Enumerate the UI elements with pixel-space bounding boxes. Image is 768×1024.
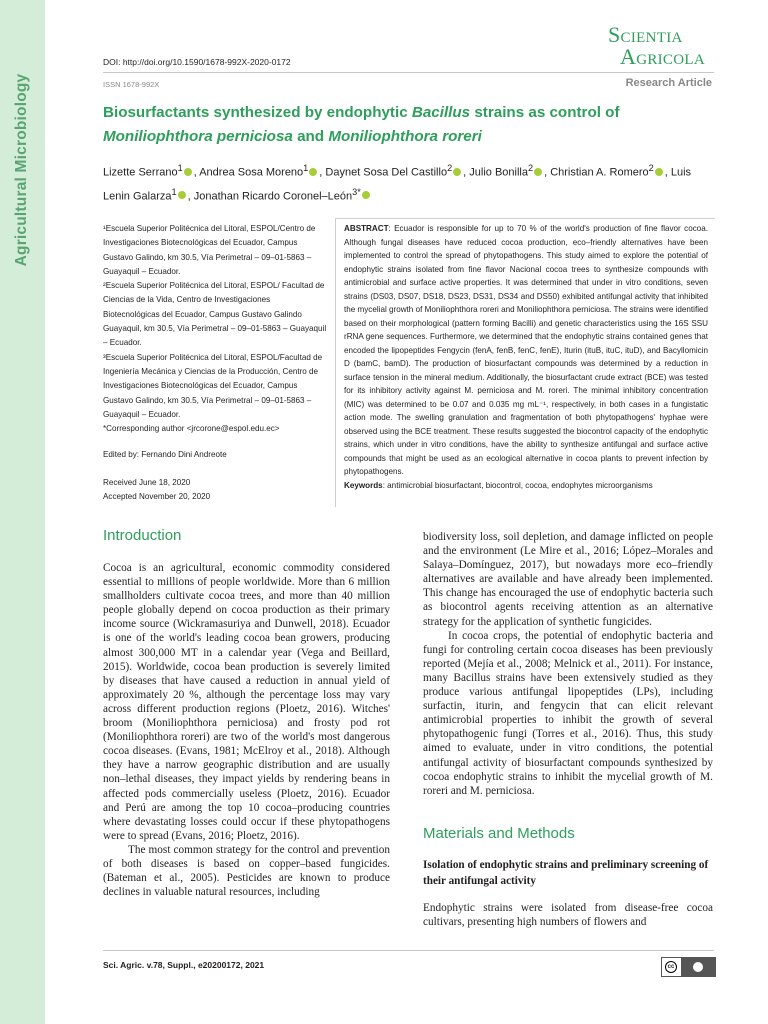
dates [103, 476, 210, 504]
article-type: Research Article [625, 77, 712, 89]
author-affiliation-mark: 1 [177, 163, 183, 173]
author-name: Jonathan Ricardo Coronel–León [193, 190, 353, 203]
abstract [344, 222, 708, 492]
affiliation: ¹Escuela Superior Politécnica del Litoral, ESPOL/Centro de Investigaciones Biotecnológicas del Ecuador, Campus Gustavo Galindo, km 30.5, Vía Perimetral – 09–01-5863 – Guayaquil – Ecuador. [103, 224, 316, 276]
edited-by: Edited by: Fernando Dini Andreote [103, 450, 227, 459]
article-title [103, 101, 713, 149]
affiliation: ²Escuela Superior Politécnica del Litoral, ESPOL/ Facultad de Ciencias de la Vida, Centro de Investigaciones Biotecnológicas del Ecuador, Campus Gustavo Galindo Guayaquil, km 30.5, Vía Perimetral – 09–01-5863 – Guayaquil – Ecuador. [103, 281, 327, 348]
title-italic: Moniliophthora perniciosa [103, 128, 293, 145]
orcid-icon[interactable] [655, 168, 663, 176]
doi-link[interactable]: DOI: http://doi.org/10.1590/1678-992X-2020-0172 [103, 57, 291, 67]
author-affiliation-mark: 1 [303, 163, 309, 173]
journal-logo [608, 24, 713, 68]
logo-line-1: Scientia [608, 22, 683, 47]
received-date: Received June 18, 2020 [103, 478, 191, 487]
abstract-text: : Ecuador is responsible for up to 70 % of the world's production of fine flavor cocoa. Although fungal diseases have reduced cocoa production, eco–friendly alternatives have been implemented to control the spread of phytopathogens. This study aimed to explore the potential of endophytic strains isolated from fine flavor Nacional cocoa trees to synthesize compounds with antimicrobial and surface active properties. It was determined that under in vitro conditions, seven strains (DS03, DS07, DS18, DS23, DS31, DS34 and DS50) exhibited antifungal activity that inhibited the mycelial growth of Moniliophthora roreri and Moniliophthora perniciosa. The strains were identified based on their morphological (pattern forming Bacilli) and genetic characteristics using the 16S SSU rRNA gene sequences. Furthermore, we determined that the endophytic strains contained genes that encoded the lipopeptides Fengycin (fenA, fenB, fenC, fenE), Iturin (ituB, ituC, ituD), and Bacyllomicin D (bamC, bamD). The production of biosurfactant compounds was determined by a reduction in surface tension in the mineral medium. Additionally, the biosurfactant crude extract (BCE) was tested for its inhibitory activity against M. perniciosa and M. roreri. The minimal inhibitory concentration (MIC) was determined to be 0.07 and 0.035 mg mL⁻¹, respectively, in both cases in a fungistatic action mode. The swelling granulation and fragmentation of both phytopathogens' hyphae were observed using the BCE treatment. These results suggested the biocontrol capacity of the endophytic strains, which under in vitro conditions, have the ability to synthesize antifungal and surface active compounds that might be used as an ecological alternative in cocoa plants to prevent infection by phytopathogens. [344, 224, 708, 476]
abstract-label: ABSTRACT [344, 224, 389, 233]
title-part: Biosurfactants synthesized by endophytic [103, 104, 412, 121]
orcid-icon[interactable] [534, 168, 542, 176]
author-name: Christian A. Romero [550, 166, 649, 179]
issn: ISSN 1678-992X [103, 80, 160, 89]
header-divider [103, 72, 714, 73]
section-label: Agricultural Microbiology [13, 73, 30, 267]
footer-divider [103, 950, 714, 951]
paragraph: Cocoa is an agricultural, economic commodity considered essential to millions of people worldwide. More than 6 million smallholders cultivate cocoa trees, and more than 40 million people globally depend on cocoa production as their primary income source (Wickramasuriya and Dunwell, 2018). Ecuador is one of the world's leading cocoa bean growers, producing almost 300,000 MT in a calendar year (Vega and Beillard, 2015). Worldwide, cocoa bean production is severely limited by diseases that have caused a reduction in annual yield of approximately 20 %, although the percentage loss may vary across different production regions (Ploetz, 2016). Witches' broom (Moniliophthora perniciosa) and frosty pod rot (Moniliophthora roreri) are two of the world's most dangerous cocoa diseases. (Evans, 1981; McElroy et al., 2018). Although they have a narrow geographic distribution and are usually non–lethal diseases, they impact yields by rendering beans in affected pods commercially useless (Ploetz, 2016). Ecuador and Perú are among the top 10 cocoa–producing countries where devastating losses could occur if these phytopathogens were to spread (Evans, 2016; Ploetz, 2016). [103, 562, 390, 842]
author-name: Andrea Sosa Moreno [199, 166, 304, 179]
methods-heading: Materials and Methods [423, 825, 575, 842]
orcid-icon[interactable] [178, 191, 186, 199]
paragraph: The most common strategy for the control and prevention of both diseases is based on copper–based fungicides. (Bateman et al., 2005). Pesticides are known to produce declines in valuable natural resources, including [103, 843, 390, 899]
author-name: Daynet Sosa Del Castillo [325, 166, 448, 179]
section-sidebar [0, 0, 45, 1024]
orcid-icon[interactable] [362, 191, 370, 199]
cc-license-badge[interactable] [661, 957, 716, 977]
cc-icon: cc [665, 961, 677, 973]
author-name: Lizette Serrano [103, 166, 178, 179]
author-name: Julio Bonilla [469, 166, 528, 179]
affiliation: ³Escuela Superior Politécnica del Litoral, ESPOL/Facultad de Ingeniería Mecánica y Ciencias de la Producción, Centro de Investigaciones Biotecnológicas del Ecuador, Campus Gustavo Galindo, km 30.5, Vía Perimetral – 09–01-5863 – Guayaquil – Ecuador. [103, 352, 323, 419]
orcid-icon[interactable] [184, 168, 192, 176]
keywords-text: : antimicrobial biosurfactant, biocontrol, cocoa, endophytes microorganisms [382, 480, 653, 490]
author-affiliation-mark: 3* [352, 186, 361, 197]
methods-subheading: Isolation of endophytic strains and preliminary screening of their antifungal activity [423, 859, 709, 887]
paragraph: In cocoa crops, the potential of endophytic bacteria and fungi for controling certain cocoa diseases has been previously reported (Mejía et al., 2008; Melnick et al., 2011). For instance, many Bacillus strains have been extensively studied as they produce various antifungal lipopeptides (LPs), including surfactin, iturin, and fengycin that can elicit relevant antimicrobial properties to inhibit the growth of several phytopathogenic fungi (Torres et al., 2016). Thus, this study aimed to evaluate, under in vitro conditions, the potential antifungal activity of biosurfactant compounds synthesized by cocoa endophytic strains to inhibit the mycelial growth of M. roreri and M. perniciosa. [423, 629, 713, 797]
orcid-icon[interactable] [309, 168, 317, 176]
corresponding-author[interactable]: *Corresponding author <jrcorone@espol.edu.ec> [103, 424, 280, 434]
methods-column [423, 901, 713, 929]
author-affiliation-mark: 1 [171, 186, 177, 197]
footer-citation: Sci. Agric. v.78, Suppl., e20200172, 2021 [103, 960, 265, 970]
author-affiliation-mark: 2 [527, 163, 534, 173]
title-italic: Moniliophthora roreri [328, 128, 482, 145]
author-name: Luis Lenin Galarza [103, 166, 692, 203]
attribution-icon [681, 958, 715, 976]
right-column [423, 530, 713, 798]
orcid-icon[interactable] [453, 168, 461, 176]
author-list: Lizette Serrano$^1$ , Andrea Sosa Moreno$^1$ , Daynet Sosa Del Castillo$^2$ , Julio Bonilla$^2$ , Christian A. Romero$^2$ , Luis Lenin Galarza$^1$ , Jonathan Ricardo Coronel–León$^{3*}$ [103, 163, 692, 203]
affiliations [103, 222, 328, 436]
keywords-label: Keywords [344, 480, 383, 490]
accepted-date: Accepted November 20, 2020 [103, 492, 211, 501]
author-affiliation-mark: 2 [648, 163, 654, 173]
title-part: and [292, 128, 329, 145]
title-italic: Bacillus [411, 104, 471, 121]
paragraph: Endophytic strains were isolated from disease-free cocoa cultivars, presenting high numbers of flowers and [423, 902, 713, 929]
logo-line-2: Agricola [620, 44, 705, 69]
introduction-heading: Introduction [103, 527, 182, 544]
author-affiliation-mark: 2 [447, 163, 453, 173]
left-column [103, 561, 390, 899]
title-part: strains as control of [470, 104, 620, 121]
paragraph: biodiversity loss, soil depletion, and damage inflicted on people and the environment (Le Mire et al., 2016; López–Morales and Salaya–Domínguez, 2017), but nowadays more eco–friendly alternatives are available and have already been implemented. This change has encouraged the use of endophytic bacteria such as biocontrol agents receiving attention as an alternative strategy for the application of synthetic fungicides. [423, 531, 713, 628]
